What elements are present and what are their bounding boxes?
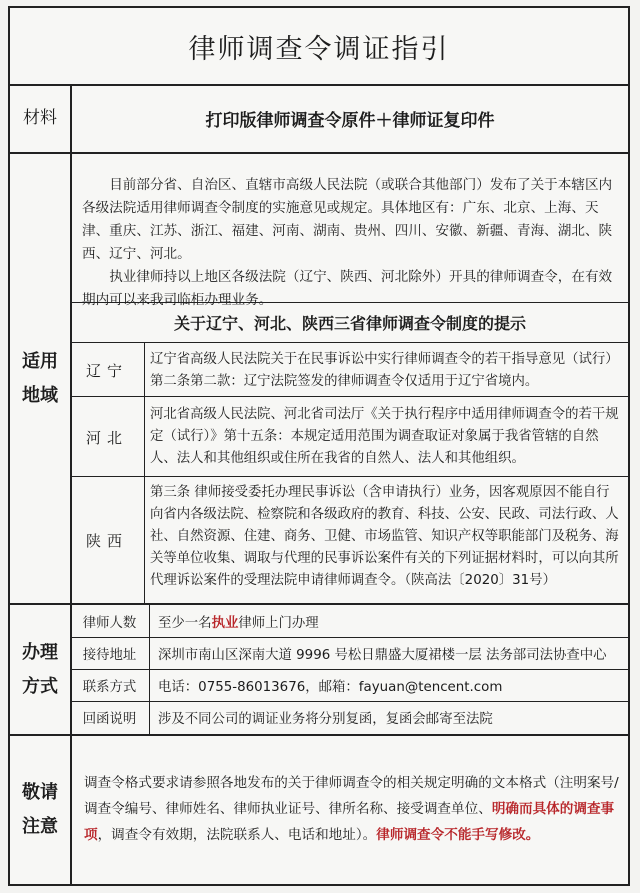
province-name-liaoning: 辽宁 [85, 361, 128, 380]
notice-highlight-no-handwriting: 律师调查令不能手写修改。 [376, 827, 540, 843]
divider [72, 637, 628, 638]
page-title: 律师调查令调证指引 [10, 8, 628, 86]
contact-value: 电话：0755-86013676，邮箱：fayuan@tencent.com [158, 679, 503, 695]
handling-row [10, 605, 628, 736]
materials-label: 材料 [10, 84, 72, 152]
handling-label: 办理 方式 [10, 605, 72, 734]
notice-highlight-matters: 明确而具体的调查事项 [84, 801, 615, 843]
applicable-region-label: 适用 地域 [10, 154, 72, 603]
province-name-shaanxi: 陕西 [85, 532, 128, 550]
region-intro-paragraph-2: 执业律师持以上地区各级法院（辽宁、陕西、河北除外）开具的律师调查令，在有效期内可以来我司临柜办理业务。 [82, 269, 613, 308]
materials-content: 打印版律师调查令原件＋律师证复印件 [205, 110, 495, 131]
reply-note-label: 回函说明 [82, 711, 137, 727]
divider [72, 476, 628, 477]
province-text-liaoning: 辽宁省高级人民法院关于在民事诉讼中实行律师调查令的若干指导意见（试行）第二条第二款：辽宁法院签发的律师调查令仅适用于辽宁省境内。 [150, 352, 619, 389]
materials-row [10, 84, 628, 154]
notice-label: 敬请 注意 [10, 736, 72, 884]
divider [72, 302, 628, 303]
notice-row [10, 736, 628, 884]
province-text-shaanxi: 第三条 律师接受委托办理民事诉讼（含申请执行）业务，因客观原因不能自行向省内各级法院、检察院和各级政府的教育、科技、公安、民政、司法行政、人社、自然资源、住建、商务、卫健、市场监管、知识产权等职能部门及税务、海关等单位收集、调取与代理的民事诉讼案件有关的下列证据材料时，可以向其所代理诉讼案件的受理法院申请律师调查令。（陕高法〔2020〕31号） [150, 485, 619, 588]
divider [72, 396, 628, 397]
applicable-region-row [10, 154, 628, 605]
divider [72, 669, 628, 670]
province-hint-title: 关于辽宁、河北、陕西三省律师调查令制度的提示 [173, 313, 526, 333]
region-intro-paragraph-1: 目前部分省、自治区、直辖市高级人民法院（或联合其他部门）发布了关于本辖区内各级法院适用律师调查令制度的实施意见或规定。具体地区有：广东、北京、上海、天津、重庆、江苏、浙江、福建、河南、湖南、贵州、四川、安徽、新疆、青海、湖北、陕西、辽宁、河北。 [82, 177, 613, 262]
province-name-hebei: 河北 [85, 428, 128, 447]
divider [72, 342, 628, 343]
address-value: 深圳市南山区深南大道 9996 号松日鼎盛大厦裙楼一层 法务部司法协查中心 [158, 647, 607, 663]
address-label: 接待地址 [82, 647, 137, 663]
column-divider [144, 342, 145, 603]
column-divider [149, 605, 150, 734]
guide-document [8, 6, 630, 886]
lawyer-count-label: 律师人数 [82, 615, 137, 631]
reply-note-value: 涉及不同公司的调证业务将分别复函，复函会邮寄至法院 [158, 711, 493, 727]
contact-label: 联系方式 [82, 679, 137, 695]
province-text-hebei: 河北省高级人民法院、河北省司法厅《关于执行程序中适用律师调查令的若干规定（试行）》第十五条：本规定适用范围为调查取证对象属于我省管辖的自然人、法人和其他组织或住所在我省的自然人、法人和其他组织。 [150, 407, 619, 466]
divider [72, 701, 628, 702]
region-intro [82, 174, 622, 312]
highlight-practicing: 执业 [211, 615, 239, 631]
lawyer-count-value: 至少一名 执业 律师上门办理 [158, 607, 618, 635]
notice-text: 调查令格式要求请参照各地发布的关于律师调查令的相关规定明确的文本格式（注明案号/调查令编号、律师姓名、律师执业证号、律所名称、接受调查单位、明确而具体的调查事项，调查令有效期，法院联系人、电话和地址）。律师调查令不能手写修改。 [84, 775, 619, 843]
